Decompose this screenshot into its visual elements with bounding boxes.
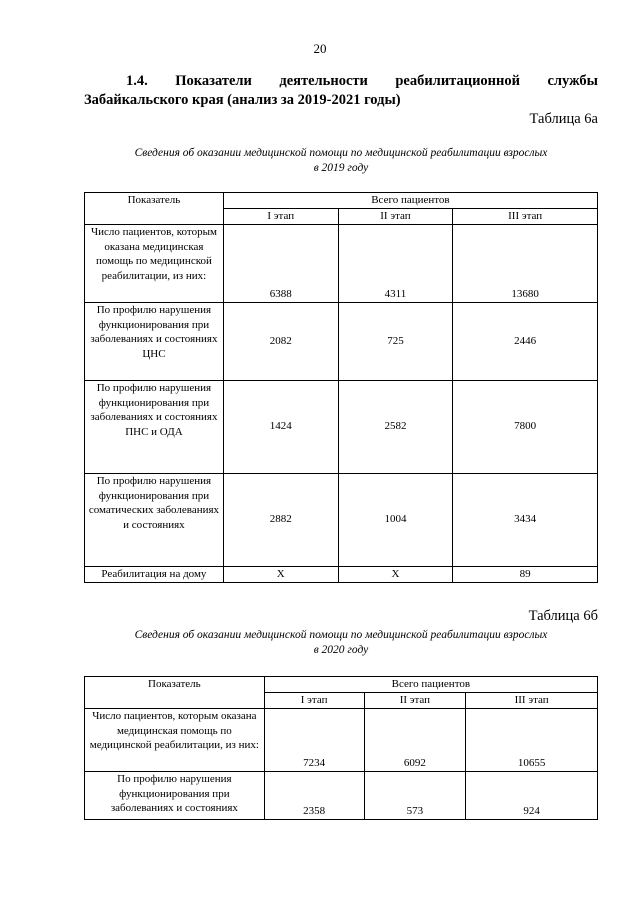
cell-value: 2882 bbox=[223, 474, 338, 567]
cell-value: 573 bbox=[364, 772, 466, 820]
heading-word: деятельности bbox=[279, 73, 368, 89]
heading-word: реабилитационной bbox=[395, 73, 520, 89]
page-number: 20 bbox=[313, 41, 327, 56]
cell-value: 4311 bbox=[338, 225, 453, 303]
row-label: По профилю нарушения функционирования при заболеваниях и состояниях ПНС и ОДА bbox=[85, 381, 224, 474]
row-label: Реабилитация на дому bbox=[85, 567, 224, 583]
table2-caption bbox=[84, 628, 598, 658]
row-label: Число пациентов, которым оказана медицинская помощь по медицинской реабилитации, из них: bbox=[85, 225, 224, 303]
table2-caption-line1: Сведения об оказании медицинской помощи по медицинской реабилитации взрослых bbox=[134, 629, 548, 641]
header-stage-2: II этап bbox=[364, 693, 466, 709]
cell-value: X bbox=[338, 567, 453, 583]
header-total: Всего пациентов bbox=[264, 677, 597, 693]
cell-value: 2082 bbox=[223, 303, 338, 381]
heading-word: службы bbox=[547, 73, 598, 89]
table-row bbox=[85, 474, 598, 567]
cell-value: 2582 bbox=[338, 381, 453, 474]
row-label: По профилю нарушения функционирования при соматических заболеваниях и состояниях bbox=[85, 474, 224, 567]
cell-value: 1424 bbox=[223, 381, 338, 474]
cell-value: 3434 bbox=[453, 474, 598, 567]
header-stage-2: II этап bbox=[338, 209, 453, 225]
cell-value: 2446 bbox=[453, 303, 598, 381]
table-6b bbox=[84, 676, 598, 820]
table-6a bbox=[84, 192, 598, 583]
cell-value: 1004 bbox=[338, 474, 453, 567]
table1-caption-line1: Сведения об оказании медицинской помощи по медицинской реабилитации взрослых bbox=[134, 147, 548, 159]
table-row bbox=[85, 381, 598, 474]
cell-value: 924 bbox=[466, 772, 598, 820]
heading-word: Показатели bbox=[175, 73, 252, 89]
row-label: По профилю нарушения функционирования при заболеваниях и состояниях bbox=[85, 772, 265, 820]
table1-caption-line2: в 2019 году bbox=[313, 162, 369, 174]
header-stage-1: I этап bbox=[264, 693, 364, 709]
cell-value: 7800 bbox=[453, 381, 598, 474]
table1-caption bbox=[84, 146, 598, 176]
table2-label: Таблица 6б bbox=[528, 608, 598, 624]
table1-label: Таблица 6а bbox=[529, 111, 598, 127]
table-row bbox=[85, 303, 598, 381]
header-stage-1: I этап bbox=[223, 209, 338, 225]
cell-value: X bbox=[223, 567, 338, 583]
header-indicator: Показатель bbox=[85, 677, 265, 709]
section-heading-line2: Забайкальского края (анализ за 2019-2021 годы) bbox=[84, 92, 401, 108]
cell-value: 6092 bbox=[364, 709, 466, 772]
section-number: 1.4. bbox=[126, 73, 148, 89]
section-heading bbox=[84, 72, 598, 110]
table-header-row bbox=[85, 677, 598, 693]
cell-value: 725 bbox=[338, 303, 453, 381]
table-row bbox=[85, 772, 598, 820]
table-row bbox=[85, 709, 598, 772]
cell-value: 6388 bbox=[223, 225, 338, 303]
header-stage-3: III этап bbox=[466, 693, 598, 709]
table-header-row bbox=[85, 193, 598, 209]
header-stage-3: III этап bbox=[453, 209, 598, 225]
row-label: По профилю нарушения функционирования при заболеваниях и состояниях ЦНС bbox=[85, 303, 224, 381]
table-row bbox=[85, 567, 598, 583]
header-total: Всего пациентов bbox=[223, 193, 597, 209]
cell-value: 7234 bbox=[264, 709, 364, 772]
cell-value: 89 bbox=[453, 567, 598, 583]
table2-caption-line2: в 2020 году bbox=[313, 644, 369, 656]
cell-value: 10655 bbox=[466, 709, 598, 772]
cell-value: 2358 bbox=[264, 772, 364, 820]
section-heading-line1 bbox=[84, 72, 598, 91]
cell-value: 13680 bbox=[453, 225, 598, 303]
header-indicator: Показатель bbox=[85, 193, 224, 225]
row-label: Число пациентов, которым оказана медицинская помощь по медицинской реабилитации, из них: bbox=[85, 709, 265, 772]
table-row bbox=[85, 225, 598, 303]
